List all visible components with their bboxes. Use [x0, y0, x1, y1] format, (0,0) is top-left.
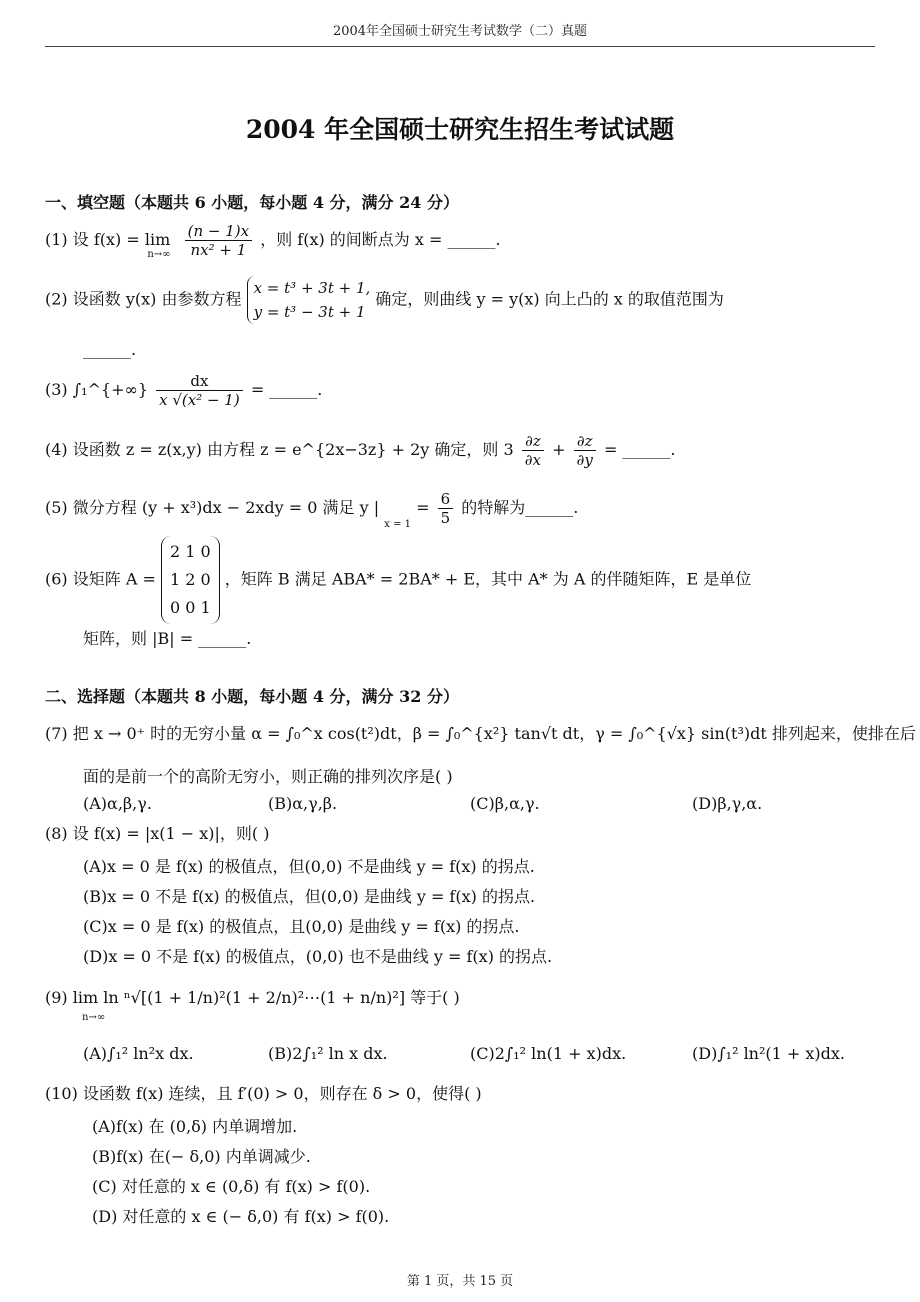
- q6-prefix: (6) 设矩阵 A =: [45, 569, 156, 589]
- question-5: [45, 490, 578, 535]
- section-fill-in-heading: 一、填空题（本题共 6 小题，每小题 4 分，满分 24 分）: [45, 193, 459, 212]
- q4-partial-x: [522, 432, 544, 469]
- question-9: [45, 988, 460, 1008]
- q9-limit-sub: n→∞: [82, 1012, 106, 1023]
- q3-suffix: = ______.: [250, 380, 323, 399]
- q1-suffix: ，则 f(x) 的间断点为 x = ______.: [260, 230, 501, 249]
- q8-option-b[interactable]: (B)x = 0 不是 f(x) 的极值点，但(0,0) 是曲线 y = f(x) 的拐点.: [83, 887, 536, 906]
- q2-eq-y: y = t³ − 3t + 1: [253, 303, 366, 321]
- q1-numerator: (n − 1)x: [185, 222, 252, 241]
- q4-partial-y: [574, 432, 596, 469]
- q5-prefix: (5) 微分方程 (y + x³)dx − 2xdy = 0 满足 y |: [45, 498, 380, 517]
- q9-option-d[interactable]: (D)∫₁² ln²(1 + x)dx.: [692, 1044, 846, 1063]
- header-divider: [45, 46, 875, 47]
- q4-prefix: (4) 设函数 z = z(x,y) 由方程 z = e^{2x−3z} + 2y 确定，则 3: [45, 440, 514, 459]
- q5-equals: =: [416, 498, 430, 517]
- q6-matrix-row-2: 1 2 0: [169, 570, 211, 589]
- q4-partial-y-num: ∂z: [574, 432, 596, 451]
- question-7-line-2: 面的是前一个的高阶无穷小，则正确的排列次序是( ): [83, 767, 453, 786]
- q5-denominator: 5: [440, 509, 451, 527]
- q10-option-b[interactable]: (B)f(x) 在(− δ,0) 内单调减少.: [92, 1147, 311, 1166]
- q4-plus: +: [552, 440, 566, 459]
- q4-partial-x-num: ∂z: [522, 432, 544, 451]
- q2-prefix: (2) 设函数 y(x) 由参数方程: [45, 289, 242, 309]
- q5-fraction: [438, 490, 454, 527]
- question-7-line-1: (7) 把 x → 0⁺ 时的无穷小量 α = ∫₀^x cos(t²)dt，β = ∫₀^{x²} tan√t dt，γ = ∫₀^{√x} sin(t³)dt 排列起来，使排在后: [45, 724, 916, 743]
- q10-option-c[interactable]: (C) 对任意的 x ∈ (0,δ) 有 f(x) > f(0).: [92, 1177, 371, 1196]
- q10-option-d[interactable]: (D) 对任意的 x ∈ (− δ,0) 有 f(x) > f(0).: [92, 1207, 390, 1226]
- q2-suffix: 确定，则曲线 y = y(x) 向上凸的 x 的取值范围为: [375, 289, 724, 309]
- q4-partial-y-den: ∂y: [576, 451, 593, 469]
- q5-numerator: 6: [438, 490, 454, 509]
- q8-option-c[interactable]: (C)x = 0 是 f(x) 的极值点，且(0,0) 是曲线 y = f(x) 的拐点.: [83, 917, 520, 936]
- q3-numerator: dx: [156, 372, 243, 391]
- question-8: (8) 设 f(x) = |x(1 − x)|，则( ): [45, 824, 270, 843]
- q7-option-b[interactable]: (B)α,γ,β.: [268, 794, 338, 813]
- q2-parametric-system: [247, 276, 371, 324]
- q6-continuation: 矩阵，则 |B| = ______.: [83, 629, 252, 648]
- q9-option-a[interactable]: (A)∫₁² ln²x dx.: [83, 1044, 194, 1063]
- q5-condition-sub: x = 1: [384, 519, 411, 530]
- q3-denominator: x √(x² − 1): [159, 391, 240, 409]
- q2-continuation: ______.: [83, 340, 137, 359]
- q10-option-a[interactable]: (A)f(x) 在 (0,δ) 内单调增加.: [92, 1117, 298, 1136]
- q1-prefix: (1) 设 f(x) = lim: [45, 230, 171, 249]
- q8-option-a[interactable]: (A)x = 0 是 f(x) 的极值点，但(0,0) 不是曲线 y = f(x) 的拐点.: [83, 857, 535, 876]
- section-choice-heading: 二、选择题（本题共 8 小题，每小题 4 分，满分 32 分）: [45, 687, 459, 706]
- q2-eq-x: x = t³ + 3t + 1,: [253, 279, 371, 297]
- q3-fraction: [156, 372, 243, 409]
- question-2: [45, 276, 724, 324]
- q6-matrix-row-1: 2 1 0: [169, 542, 211, 561]
- question-4: [45, 432, 676, 469]
- q1-denominator: nx² + 1: [190, 241, 247, 259]
- page-header: 2004年全国硕士研究生考试数学（二）真题: [332, 24, 588, 39]
- q7-option-d[interactable]: (D)β,γ,α.: [692, 794, 763, 813]
- question-10: (10) 设函数 f(x) 连续，且 f′(0) > 0，则存在 δ > 0，使得( ): [45, 1084, 482, 1103]
- page-footer: 第 1 页，共 15 页: [406, 1274, 514, 1289]
- q9-stem: (9) lim ln ⁿ√[(1 + 1/n)²(1 + 2/n)²⋯(1 + n/n)²] 等于( ): [45, 988, 460, 1007]
- q8-option-d[interactable]: (D)x = 0 不是 f(x) 的极值点，(0,0) 也不是曲线 y = f(x) 的拐点.: [83, 947, 553, 966]
- q6-matrix: [161, 536, 220, 624]
- q1-limit-sub: n→∞: [147, 249, 171, 260]
- q6-suffix: ，矩阵 B 满足 ABA* = 2BA* + E，其中 A* 为 A 的伴随矩阵，E 是单位: [224, 569, 752, 589]
- q7-option-a[interactable]: (A)α,β,γ.: [83, 794, 152, 813]
- q1-fraction: [185, 222, 252, 259]
- q7-option-c[interactable]: (C)β,α,γ.: [470, 794, 540, 813]
- question-3: [45, 372, 322, 409]
- question-1: [45, 222, 501, 265]
- q3-integral: (3) ∫₁^{+∞}: [45, 380, 148, 399]
- q9-option-b[interactable]: (B)2∫₁² ln x dx.: [268, 1044, 388, 1063]
- q6-matrix-row-3: 0 0 1: [169, 598, 211, 617]
- q5-suffix: 的特解为______.: [461, 498, 579, 517]
- page-title: 2004 年全国硕士研究生招生考试试题: [245, 115, 675, 144]
- question-6: [45, 536, 751, 624]
- q4-suffix: = ______.: [603, 440, 676, 459]
- q9-option-c[interactable]: (C)2∫₁² ln(1 + x)dx.: [470, 1044, 627, 1063]
- q4-partial-x-den: ∂x: [524, 451, 542, 469]
